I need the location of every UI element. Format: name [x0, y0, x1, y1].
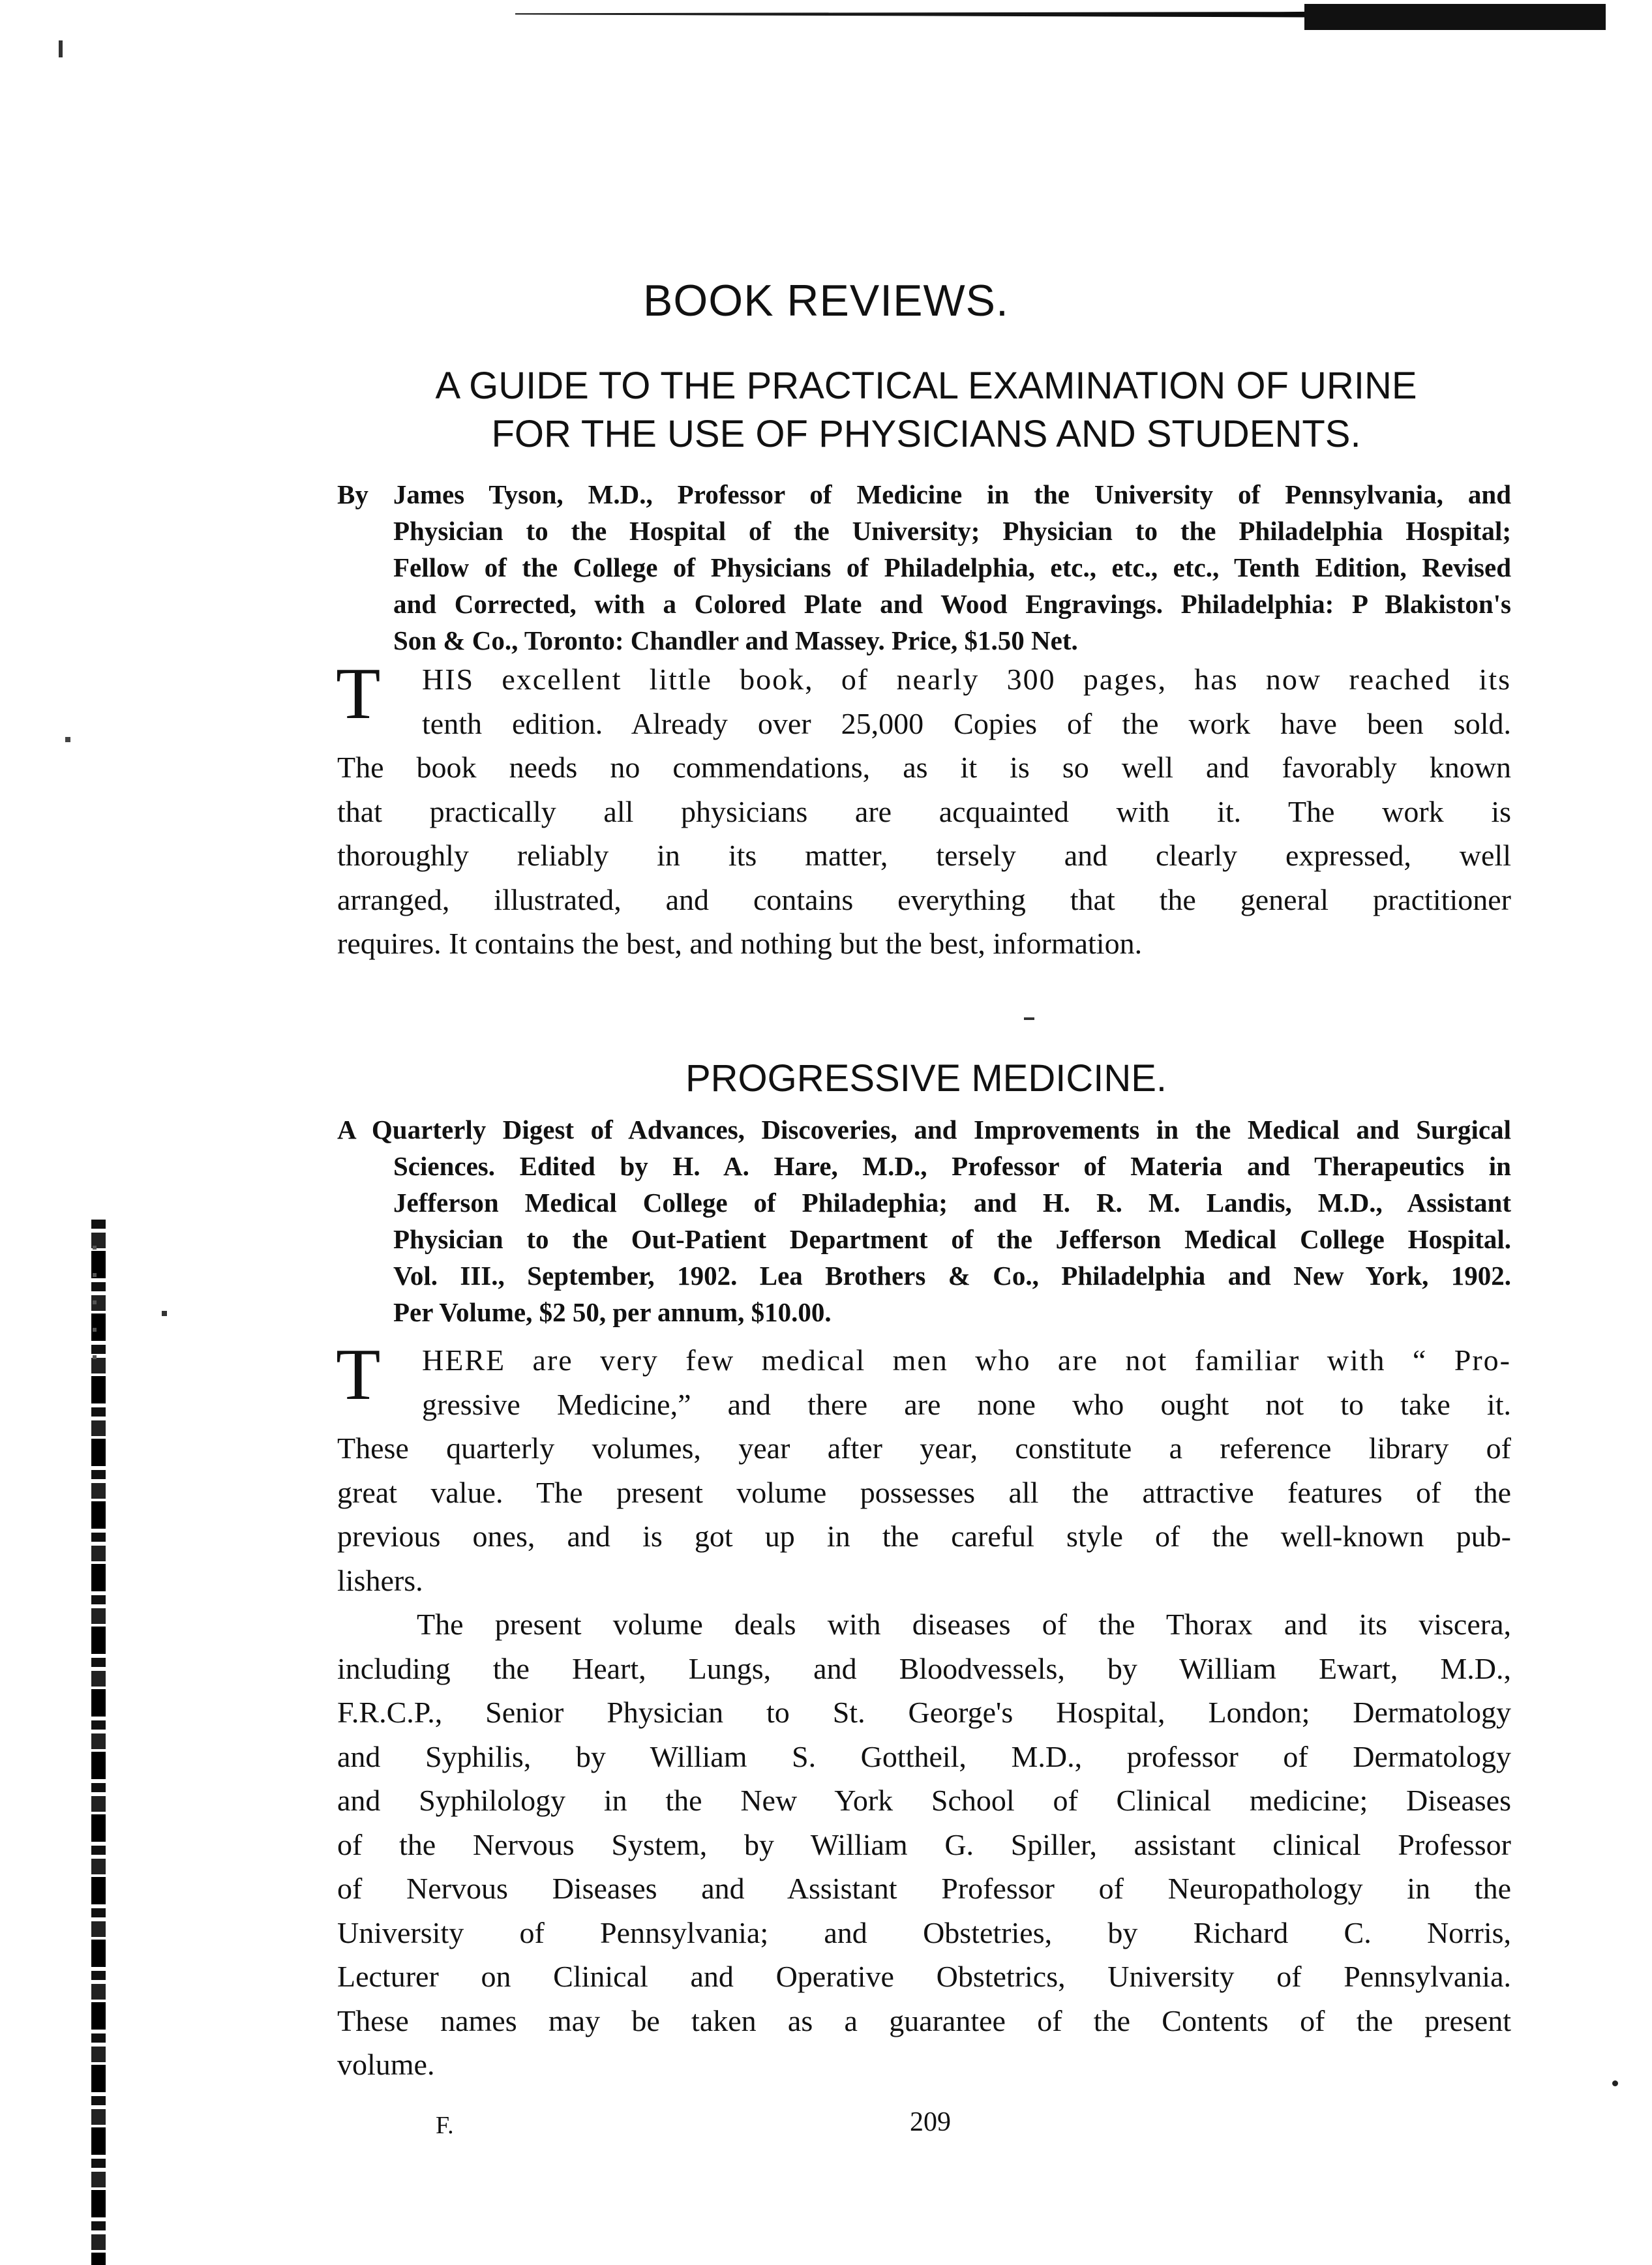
citation-line: Vol. III., September, 1902. Lea Brothers & Co., Philadelphia and New York, 1902. [393, 1261, 1511, 1291]
body-line: The present volume deals with diseases of the Thorax and its viscera, [417, 1608, 1511, 1641]
review-body [336, 653, 1511, 966]
margin-dot [65, 737, 70, 742]
page-number: 209 [910, 2107, 951, 2137]
footer-signature: F. [436, 2112, 454, 2139]
binding-edge [91, 1220, 106, 2265]
body-line: requires. It contains the best, and nothing but the best, information. [337, 927, 1143, 960]
citation-line: Physician to the Out-Patient Department of the Jefferson Medical College Hospital. [393, 1224, 1511, 1254]
body-line: great value. The present volume possesses all the attractive features of the [337, 1475, 1511, 1509]
review-title [326, 1055, 1526, 1103]
body-line: of the Nervous System, by William G. Spiller, assistant clinical Professor [337, 1827, 1511, 1861]
review-title [326, 362, 1526, 458]
body-line: lishers. [337, 1563, 423, 1597]
binding-dots [93, 1246, 97, 1363]
top-rule-heavy [1304, 4, 1606, 30]
drop-cap: T [336, 653, 381, 734]
body-line: of Nervous Diseases and Assistant Professor of Neuropathology in the [337, 1872, 1511, 1905]
citation-line: Jefferson Medical College of Philadephia; and H. R. M. Landis, M.D., Assistant [393, 1188, 1511, 1218]
body-line: Lecturer on Clinical and Operative Obstetrics, University of Pennsylvania. [337, 1960, 1511, 1993]
margin-dot [162, 1311, 167, 1316]
citation-line: and Corrected, with a Colored Plate and Wood Engravings. Philadelphia: P Blakiston's [393, 589, 1511, 619]
review-body [336, 1334, 1511, 2087]
margin-mark [59, 40, 63, 57]
review-title-line: A GUIDE TO THE PRACTICAL EXAMINATION OF URINE [435, 365, 1417, 407]
body-line: These names may be taken as a guarantee of the Contents of the present [337, 2003, 1511, 2037]
body-line: University of Pennsylvania; and Obstetries, by Richard C. Norris, [337, 1915, 1511, 1949]
stray-dot [1612, 2080, 1618, 2086]
review-citation [337, 476, 1511, 659]
citation-line: Son & Co., Toronto: Chandler and Massey. Price, $1.50 Net. [393, 625, 1078, 655]
citation-line: Sciences. Edited by H. A. Hare, M.D., Professor of Materia and Therapeutics in [393, 1151, 1511, 1181]
citation-line: Fellow of the College of Physicians of Philadelphia, etc., etc., etc., Tenth Edition, Revised [393, 552, 1511, 582]
citation-line: A Quarterly Digest of Advances, Discoveries, and Improvements in the Medical and Surgical [337, 1115, 1511, 1145]
page-title: BOOK REVIEWS. [643, 276, 1009, 325]
citation-line: By James Tyson, M.D., Professor of Medicine in the University of Pennsylvania, and [337, 479, 1511, 509]
drop-cap: T [336, 1334, 381, 1415]
body-line: and Syphilis, by William S. Gottheil, M.D., professor of Dermatology [337, 1739, 1511, 1773]
body-line: gressive Medicine,” and there are none who ought not to take it. [422, 1387, 1511, 1421]
section-separator [1024, 1017, 1034, 1020]
review-citation [337, 1111, 1511, 1330]
body-line: including the Heart, Lungs, and Bloodvessels, by William Ewart, M.D., [337, 1651, 1511, 1685]
body-line: HERE are very few medical men who are not familiar with “ Pro- [422, 1343, 1511, 1377]
body-line: that practically all physicians are acquainted with it. The work is [337, 794, 1511, 828]
body-line: and Syphilology in the New York School of Clinical medicine; Diseases [337, 1784, 1511, 1817]
citation-line: Physician to the Hospital of the University; Physician to the Philadelphia Hospital; [393, 516, 1511, 546]
body-line: HIS excellent little book, of nearly 300 pages, has now reached its [422, 663, 1511, 696]
body-line: The book needs no commendations, as it is so well and favorably known [337, 751, 1511, 784]
body-line: F.R.C.P., Senior Physician to St. George's Hospital, London; Dermatology [337, 1696, 1511, 1729]
citation-line: Per Volume, $2 50, per annum, $10.00. [393, 1297, 832, 1327]
body-line: thoroughly reliably in its matter, tersely and clearly expressed, well [337, 839, 1511, 872]
review-title-line: FOR THE USE OF PHYSICIANS AND STUDENTS. [491, 413, 1361, 455]
body-line: previous ones, and is got up in the careful style of the well-known pub- [337, 1520, 1511, 1553]
body-line: These quarterly volumes, year after year, constitute a reference library of [337, 1432, 1511, 1465]
body-line: tenth edition. Already over 25,000 Copies of the work have been sold. [422, 706, 1511, 740]
body-line: arranged, illustrated, and contains everything that the general practitioner [337, 882, 1511, 916]
review-title-line: PROGRESSIVE MEDICINE. [685, 1057, 1167, 1100]
body-line: volume. [337, 2048, 435, 2081]
